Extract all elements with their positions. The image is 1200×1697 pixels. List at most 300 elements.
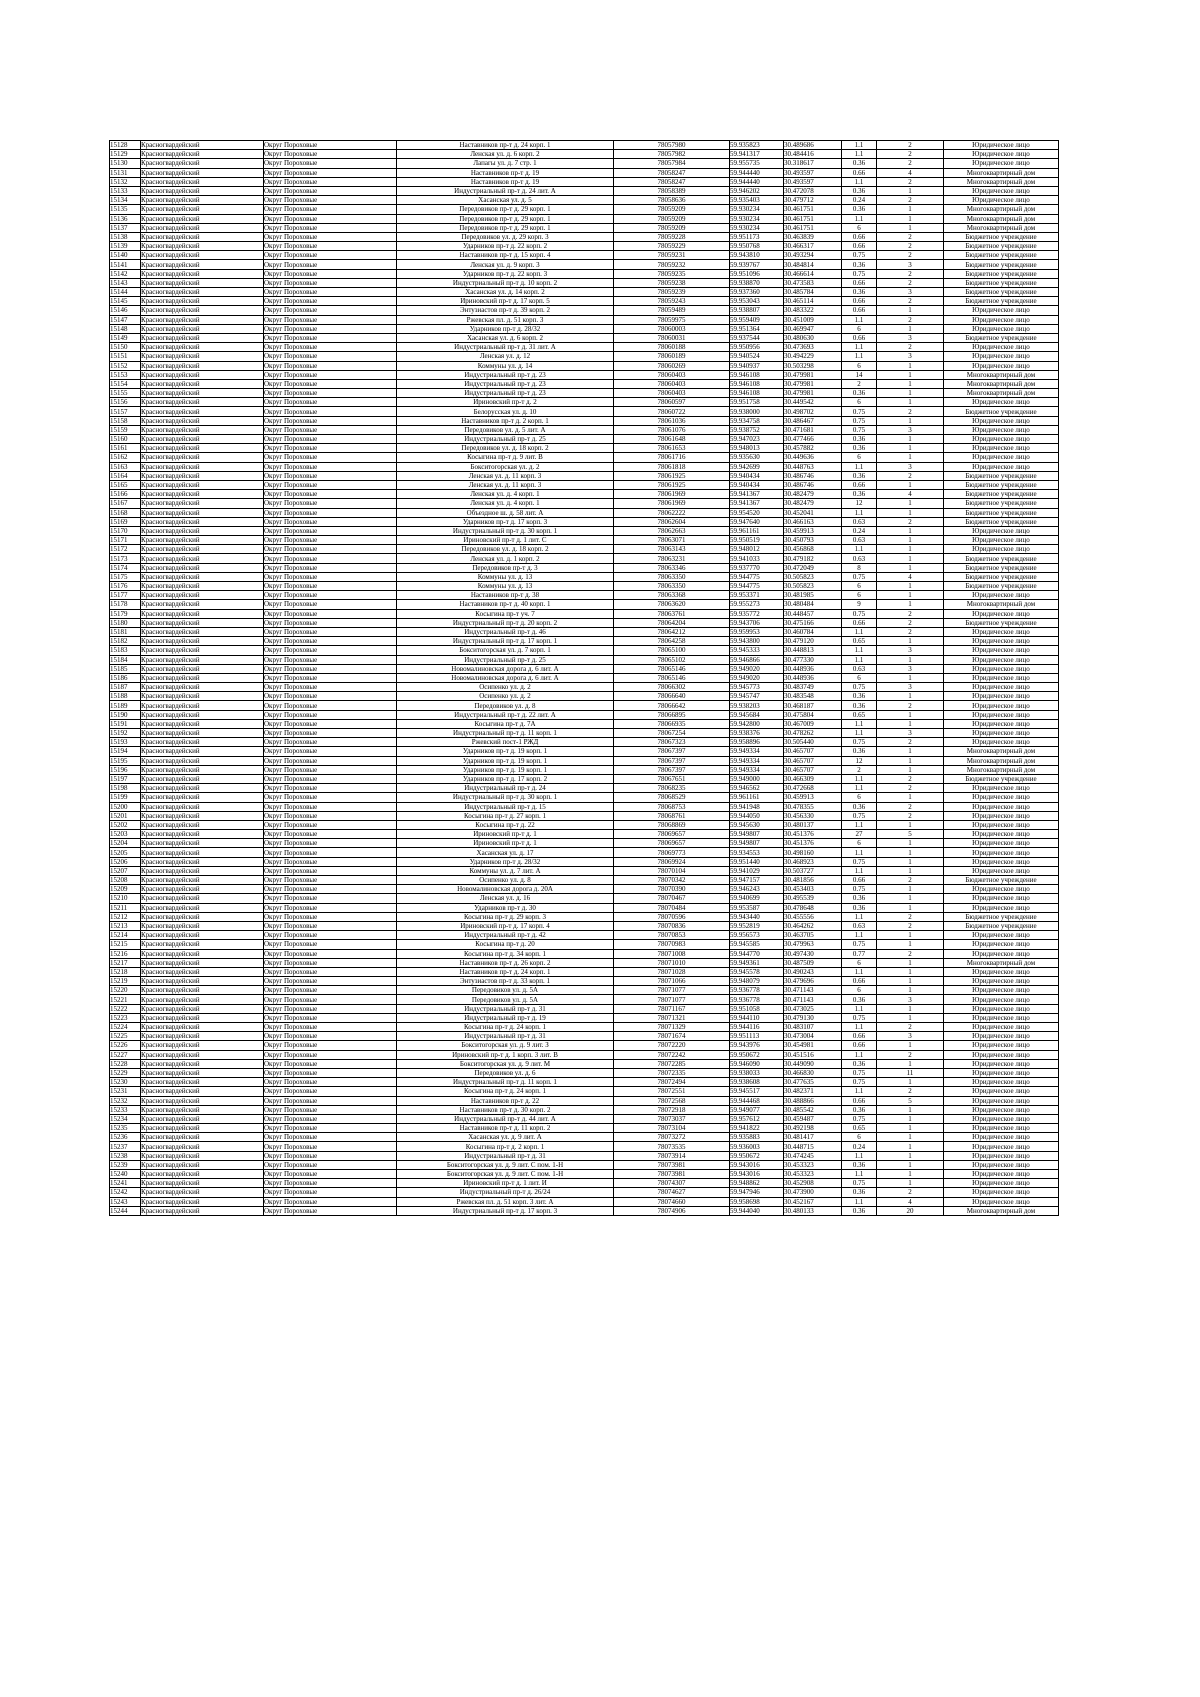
object-code-cell: 78072285 bbox=[614, 1059, 730, 1068]
table-row bbox=[110, 830, 1059, 839]
table-row bbox=[110, 435, 1059, 444]
owner-type-cell: Многоквартирный дом bbox=[944, 1206, 1059, 1215]
volume-cell: 0.36 bbox=[842, 260, 877, 269]
table-row bbox=[110, 278, 1059, 287]
count-cell: 2 bbox=[877, 159, 944, 168]
municipality-cell: Округ Пороховые bbox=[264, 673, 397, 682]
object-code-cell: 78068753 bbox=[614, 802, 730, 811]
volume-cell: 0.36 bbox=[842, 1206, 877, 1215]
municipality-cell: Округ Пороховые bbox=[264, 866, 397, 875]
table-row bbox=[110, 1068, 1059, 1077]
row-id: 15177 bbox=[110, 591, 141, 600]
volume-cell: 8 bbox=[842, 563, 877, 572]
count-cell: 1 bbox=[877, 866, 944, 875]
owner-type-cell: Многоквартирный дом bbox=[944, 747, 1059, 756]
latitude-cell: 59.941029 bbox=[730, 866, 784, 875]
table-row bbox=[110, 866, 1059, 875]
object-code-cell: 78059232 bbox=[614, 260, 730, 269]
district-cell: Красногвардейский bbox=[141, 1170, 264, 1179]
address-cell: Ириновский пр-т д. 17 корп. 5 bbox=[397, 297, 614, 306]
table-row bbox=[110, 297, 1059, 306]
municipality-cell: Округ Пороховые bbox=[264, 223, 397, 232]
object-code-cell: 78063350 bbox=[614, 572, 730, 581]
address-cell: Передовиков ул. д. 29 корп. 3 bbox=[397, 232, 614, 241]
object-code-cell: 78059975 bbox=[614, 315, 730, 324]
municipality-cell: Округ Пороховые bbox=[264, 453, 397, 462]
municipality-cell: Округ Пороховые bbox=[264, 242, 397, 251]
table-row bbox=[110, 1050, 1059, 1059]
object-code-cell: 78069924 bbox=[614, 857, 730, 866]
longitude-cell: 30.482479 bbox=[784, 499, 842, 508]
row-id: 15130 bbox=[110, 159, 141, 168]
municipality-cell: Округ Пороховые bbox=[264, 1160, 397, 1169]
row-id: 15147 bbox=[110, 315, 141, 324]
address-cell: Индустриальный пр-т д. 31 лит. А bbox=[397, 343, 614, 352]
object-code-cell: 78060403 bbox=[614, 370, 730, 379]
address-cell: Хасанская ул. д. 6 корп. 2 bbox=[397, 333, 614, 342]
row-id: 15156 bbox=[110, 398, 141, 407]
municipality-cell: Округ Пороховые bbox=[264, 572, 397, 581]
row-id: 15236 bbox=[110, 1133, 141, 1142]
count-cell: 1 bbox=[877, 673, 944, 682]
municipality-cell: Округ Пороховые bbox=[264, 830, 397, 839]
table-row bbox=[110, 269, 1059, 278]
district-cell: Красногвардейский bbox=[141, 673, 264, 682]
district-cell: Красногвардейский bbox=[141, 609, 264, 618]
municipality-cell: Округ Пороховые bbox=[264, 306, 397, 315]
volume-cell: 0.75 bbox=[842, 269, 877, 278]
address-cell: Индустриальный пр-т д. 22 лит. А bbox=[397, 710, 614, 719]
latitude-cell: 59.938870 bbox=[730, 278, 784, 287]
latitude-cell: 59.961161 bbox=[730, 526, 784, 535]
table-row bbox=[110, 554, 1059, 563]
longitude-cell: 30.456868 bbox=[784, 545, 842, 554]
volume-cell: 0.24 bbox=[842, 526, 877, 535]
latitude-cell: 59.958698 bbox=[730, 1197, 784, 1206]
longitude-cell: 30.482479 bbox=[784, 490, 842, 499]
municipality-cell: Округ Пороховые bbox=[264, 499, 397, 508]
row-id: 15214 bbox=[110, 931, 141, 940]
latitude-cell: 59.951173 bbox=[730, 232, 784, 241]
latitude-cell: 59.943976 bbox=[730, 1041, 784, 1050]
object-code-cell: 78063143 bbox=[614, 545, 730, 554]
object-code-cell: 78067397 bbox=[614, 747, 730, 756]
count-cell: 2 bbox=[877, 251, 944, 260]
owner-type-cell: Юридическое лицо bbox=[944, 186, 1059, 195]
row-id: 15166 bbox=[110, 490, 141, 499]
volume-cell: 14 bbox=[842, 370, 877, 379]
longitude-cell: 30.463839 bbox=[784, 232, 842, 241]
object-code-cell: 78065146 bbox=[614, 664, 730, 673]
latitude-cell: 59.959409 bbox=[730, 315, 784, 324]
district-cell: Красногвардейский bbox=[141, 1188, 264, 1197]
volume-cell: 1.1 bbox=[842, 967, 877, 976]
object-code-cell: 78067397 bbox=[614, 765, 730, 774]
longitude-cell: 30.503727 bbox=[784, 866, 842, 875]
district-cell: Красногвардейский bbox=[141, 1087, 264, 1096]
count-cell: 3 bbox=[877, 425, 944, 434]
object-code-cell: 78059229 bbox=[614, 242, 730, 251]
longitude-cell: 30.483749 bbox=[784, 683, 842, 692]
owner-type-cell: Бюджетное учреждение bbox=[944, 480, 1059, 489]
longitude-cell: 30.461751 bbox=[784, 223, 842, 232]
latitude-cell: 59.944775 bbox=[730, 572, 784, 581]
latitude-cell: 59.938376 bbox=[730, 729, 784, 738]
object-code-cell: 78072551 bbox=[614, 1087, 730, 1096]
object-code-cell: 78071077 bbox=[614, 986, 730, 995]
owner-type-cell: Юридическое лицо bbox=[944, 857, 1059, 866]
count-cell: 1 bbox=[877, 1133, 944, 1142]
table-row bbox=[110, 416, 1059, 425]
latitude-cell: 59.946202 bbox=[730, 186, 784, 195]
volume-cell: 0.24 bbox=[842, 1142, 877, 1151]
row-id: 15139 bbox=[110, 242, 141, 251]
district-cell: Красногвардейский bbox=[141, 967, 264, 976]
volume-cell: 6 bbox=[842, 1133, 877, 1142]
municipality-cell: Округ Пороховые bbox=[264, 1124, 397, 1133]
volume-cell: 0.65 bbox=[842, 637, 877, 646]
object-code-cell: 78060003 bbox=[614, 324, 730, 333]
count-cell: 4 bbox=[877, 572, 944, 581]
volume-cell: 6 bbox=[842, 793, 877, 802]
object-code-cell: 78072494 bbox=[614, 1078, 730, 1087]
count-cell: 1 bbox=[877, 205, 944, 214]
object-code-cell: 78072568 bbox=[614, 1096, 730, 1105]
municipality-cell: Округ Пороховые bbox=[264, 480, 397, 489]
address-cell: Наставников пр-т д. 22 bbox=[397, 1096, 614, 1105]
address-cell: Наставников пр-т д. 19 bbox=[397, 168, 614, 177]
latitude-cell: 59.950956 bbox=[730, 343, 784, 352]
row-id: 15170 bbox=[110, 526, 141, 535]
count-cell: 1 bbox=[877, 1013, 944, 1022]
count-cell: 2 bbox=[877, 517, 944, 526]
object-code-cell: 78073104 bbox=[614, 1124, 730, 1133]
row-id: 15230 bbox=[110, 1078, 141, 1087]
row-id: 15155 bbox=[110, 389, 141, 398]
count-cell: 1 bbox=[877, 1170, 944, 1179]
owner-type-cell: Юридическое лицо bbox=[944, 1013, 1059, 1022]
row-id: 15215 bbox=[110, 940, 141, 949]
volume-cell: 0.66 bbox=[842, 977, 877, 986]
municipality-cell: Округ Пороховые bbox=[264, 921, 397, 930]
district-cell: Красногвардейский bbox=[141, 655, 264, 664]
address-cell: Индустриальный пр-т д. 10 корп. 2 bbox=[397, 278, 614, 287]
volume-cell: 0.63 bbox=[842, 517, 877, 526]
count-cell: 1 bbox=[877, 499, 944, 508]
municipality-cell: Округ Пороховые bbox=[264, 876, 397, 885]
address-cell: Индустриальный пр-т д. 24 bbox=[397, 784, 614, 793]
municipality-cell: Округ Пороховые bbox=[264, 995, 397, 1004]
latitude-cell: 59.953371 bbox=[730, 591, 784, 600]
object-code-cell: 78059228 bbox=[614, 232, 730, 241]
district-cell: Красногвардейский bbox=[141, 1133, 264, 1142]
address-cell: Передовиков ул. д. 8 bbox=[397, 701, 614, 710]
volume-cell: 0.65 bbox=[842, 710, 877, 719]
district-cell: Красногвардейский bbox=[141, 407, 264, 416]
address-cell: Ленская ул. д. 4 корп. 1 bbox=[397, 490, 614, 499]
address-cell: Косыгина пр-т д. 7А bbox=[397, 719, 614, 728]
count-cell: 2 bbox=[877, 150, 944, 159]
district-cell: Красногвардейский bbox=[141, 526, 264, 535]
address-cell: Ленская ул. д. 9 корп. 3 bbox=[397, 260, 614, 269]
latitude-cell: 59.947946 bbox=[730, 1188, 784, 1197]
municipality-cell: Округ Пороховые bbox=[264, 1068, 397, 1077]
district-cell: Красногвардейский bbox=[141, 857, 264, 866]
object-code-cell: 78061969 bbox=[614, 490, 730, 499]
volume-cell: 0.66 bbox=[842, 306, 877, 315]
owner-type-cell: Бюджетное учреждение bbox=[944, 471, 1059, 480]
object-code-cell: 78071077 bbox=[614, 995, 730, 1004]
district-cell: Красногвардейский bbox=[141, 141, 264, 150]
object-code-cell: 78064204 bbox=[614, 618, 730, 627]
table-row bbox=[110, 536, 1059, 545]
municipality-cell: Округ Пороховые bbox=[264, 361, 397, 370]
latitude-cell: 59.951440 bbox=[730, 857, 784, 866]
volume-cell: 0.36 bbox=[842, 692, 877, 701]
owner-type-cell: Юридическое лицо bbox=[944, 1188, 1059, 1197]
table-row bbox=[110, 1170, 1059, 1179]
municipality-cell: Округ Пороховые bbox=[264, 490, 397, 499]
latitude-cell: 59.950672 bbox=[730, 1151, 784, 1160]
district-cell: Красногвардейский bbox=[141, 784, 264, 793]
latitude-cell: 59.937360 bbox=[730, 288, 784, 297]
district-cell: Красногвардейский bbox=[141, 618, 264, 627]
volume-cell: 6 bbox=[842, 591, 877, 600]
object-code-cell: 78072918 bbox=[614, 1105, 730, 1114]
longitude-cell: 30.479981 bbox=[784, 379, 842, 388]
latitude-cell: 59.935630 bbox=[730, 453, 784, 462]
district-cell: Красногвардейский bbox=[141, 811, 264, 820]
municipality-cell: Округ Пороховые bbox=[264, 710, 397, 719]
volume-cell: 0.36 bbox=[842, 995, 877, 1004]
object-code-cell: 78057984 bbox=[614, 159, 730, 168]
district-cell: Красногвардейский bbox=[141, 1078, 264, 1087]
row-id: 15132 bbox=[110, 177, 141, 186]
volume-cell: 0.24 bbox=[842, 196, 877, 205]
volume-cell: 0.66 bbox=[842, 876, 877, 885]
table-row bbox=[110, 683, 1059, 692]
row-id: 15205 bbox=[110, 848, 141, 857]
table-row bbox=[110, 958, 1059, 967]
latitude-cell: 59.930234 bbox=[730, 223, 784, 232]
volume-cell: 1.1 bbox=[842, 655, 877, 664]
address-cell: Косыгина пр-т д. 2 корп. 1 bbox=[397, 1142, 614, 1151]
row-id: 15211 bbox=[110, 903, 141, 912]
municipality-cell: Округ Пороховые bbox=[264, 940, 397, 949]
latitude-cell: 59.947640 bbox=[730, 517, 784, 526]
address-cell: Индустриальный пр-т д. 25 bbox=[397, 435, 614, 444]
row-id: 15199 bbox=[110, 793, 141, 802]
longitude-cell: 30.453323 bbox=[784, 1170, 842, 1179]
address-cell: Индустриальный пр-т д. 26/24 bbox=[397, 1188, 614, 1197]
count-cell: 1 bbox=[877, 306, 944, 315]
owner-type-cell: Многоквартирный дом bbox=[944, 756, 1059, 765]
longitude-cell: 30.475166 bbox=[784, 618, 842, 627]
address-cell: Ударников пр-т д. 19 корп. 1 bbox=[397, 756, 614, 765]
row-id: 15244 bbox=[110, 1206, 141, 1215]
owner-type-cell: Многоквартирный дом bbox=[944, 168, 1059, 177]
object-code-cell: 78057980 bbox=[614, 141, 730, 150]
table-row bbox=[110, 1114, 1059, 1123]
table-row bbox=[110, 242, 1059, 251]
count-cell: 2 bbox=[877, 701, 944, 710]
address-cell: Коммуны ул. д. 7 лит. А bbox=[397, 866, 614, 875]
longitude-cell: 30.463705 bbox=[784, 931, 842, 940]
count-cell: 1 bbox=[877, 508, 944, 517]
count-cell: 3 bbox=[877, 288, 944, 297]
latitude-cell: 59.935403 bbox=[730, 196, 784, 205]
owner-type-cell: Юридическое лицо bbox=[944, 1179, 1059, 1188]
count-cell: 1 bbox=[877, 940, 944, 949]
address-cell: Передовиков ул. д. 18 корп. 2 bbox=[397, 444, 614, 453]
row-id: 15210 bbox=[110, 894, 141, 903]
address-cell: Передовиков ул. д. 5А bbox=[397, 986, 614, 995]
district-cell: Красногвардейский bbox=[141, 269, 264, 278]
table-row bbox=[110, 876, 1059, 885]
owner-type-cell: Юридическое лицо bbox=[944, 536, 1059, 545]
municipality-cell: Округ Пороховые bbox=[264, 159, 397, 168]
address-cell: Индустриальный пр-т д. 20 корп. 2 bbox=[397, 618, 614, 627]
object-code-cell: 78060031 bbox=[614, 333, 730, 342]
count-cell: 1 bbox=[877, 545, 944, 554]
row-id: 15142 bbox=[110, 269, 141, 278]
table-row bbox=[110, 673, 1059, 682]
volume-cell: 0.75 bbox=[842, 251, 877, 260]
count-cell: 1 bbox=[877, 526, 944, 535]
district-cell: Красногвардейский bbox=[141, 1068, 264, 1077]
municipality-cell: Округ Пороховые bbox=[264, 894, 397, 903]
longitude-cell: 30.465114 bbox=[784, 297, 842, 306]
district-cell: Красногвардейский bbox=[141, 802, 264, 811]
longitude-cell: 30.477330 bbox=[784, 655, 842, 664]
count-cell: 1 bbox=[877, 1151, 944, 1160]
volume-cell: 1.1 bbox=[842, 1087, 877, 1096]
volume-cell: 1.1 bbox=[842, 315, 877, 324]
district-cell: Красногвардейский bbox=[141, 545, 264, 554]
count-cell: 1 bbox=[877, 1041, 944, 1050]
table-row bbox=[110, 251, 1059, 260]
volume-cell: 6 bbox=[842, 398, 877, 407]
volume-cell: 0.66 bbox=[842, 232, 877, 241]
object-code-cell: 78070596 bbox=[614, 912, 730, 921]
latitude-cell: 59.936778 bbox=[730, 986, 784, 995]
longitude-cell: 30.451376 bbox=[784, 830, 842, 839]
district-cell: Красногвардейский bbox=[141, 683, 264, 692]
owner-type-cell: Юридическое лицо bbox=[944, 1078, 1059, 1087]
count-cell: 1 bbox=[877, 903, 944, 912]
count-cell: 1 bbox=[877, 756, 944, 765]
address-cell: Передовиков ул. д. 5 лит. А bbox=[397, 425, 614, 434]
longitude-cell: 30.483107 bbox=[784, 1023, 842, 1032]
row-id: 15219 bbox=[110, 977, 141, 986]
address-cell: Ленская ул. д. 11 корп. 3 bbox=[397, 480, 614, 489]
longitude-cell: 30.466317 bbox=[784, 242, 842, 251]
row-id: 15212 bbox=[110, 912, 141, 921]
district-cell: Красногвардейский bbox=[141, 710, 264, 719]
district-cell: Красногвардейский bbox=[141, 1114, 264, 1123]
object-code-cell: 78071329 bbox=[614, 1023, 730, 1032]
latitude-cell: 59.955735 bbox=[730, 159, 784, 168]
row-id: 15160 bbox=[110, 435, 141, 444]
owner-type-cell: Юридическое лицо bbox=[944, 306, 1059, 315]
count-cell: 1 bbox=[877, 536, 944, 545]
object-code-cell: 78070853 bbox=[614, 931, 730, 940]
longitude-cell: 30.486746 bbox=[784, 471, 842, 480]
owner-type-cell: Юридическое лицо bbox=[944, 1096, 1059, 1105]
count-cell: 2 bbox=[877, 232, 944, 241]
table-row bbox=[110, 177, 1059, 186]
object-code-cell: 78063761 bbox=[614, 609, 730, 618]
count-cell: 1 bbox=[877, 444, 944, 453]
district-cell: Красногвардейский bbox=[141, 738, 264, 747]
address-cell: Индустриальный пр-т д. 46 bbox=[397, 627, 614, 636]
row-id: 15209 bbox=[110, 885, 141, 894]
volume-cell: 0.66 bbox=[842, 168, 877, 177]
address-cell: Индустриальный пр-т д. 31 bbox=[397, 1032, 614, 1041]
owner-type-cell: Юридическое лицо bbox=[944, 435, 1059, 444]
row-id: 15189 bbox=[110, 701, 141, 710]
municipality-cell: Округ Пороховые bbox=[264, 1087, 397, 1096]
district-cell: Красногвардейский bbox=[141, 793, 264, 802]
table-row bbox=[110, 921, 1059, 930]
table-row bbox=[110, 1197, 1059, 1206]
latitude-cell: 59.946562 bbox=[730, 784, 784, 793]
district-cell: Красногвардейский bbox=[141, 370, 264, 379]
owner-type-cell: Юридическое лицо bbox=[944, 664, 1059, 673]
owner-type-cell: Многоквартирный дом bbox=[944, 214, 1059, 223]
district-cell: Красногвардейский bbox=[141, 719, 264, 728]
table-row bbox=[110, 324, 1059, 333]
longitude-cell: 30.495539 bbox=[784, 894, 842, 903]
latitude-cell: 59.954520 bbox=[730, 508, 784, 517]
owner-type-cell: Бюджетное учреждение bbox=[944, 508, 1059, 517]
count-cell: 1 bbox=[877, 894, 944, 903]
district-cell: Красногвардейский bbox=[141, 324, 264, 333]
district-cell: Красногвардейский bbox=[141, 554, 264, 563]
longitude-cell: 30.477635 bbox=[784, 1078, 842, 1087]
municipality-cell: Округ Пороховые bbox=[264, 820, 397, 829]
row-id: 15154 bbox=[110, 379, 141, 388]
count-cell: 5 bbox=[877, 830, 944, 839]
longitude-cell: 30.477466 bbox=[784, 435, 842, 444]
address-cell: Бокситогорская ул. д. 9 лит. З bbox=[397, 1041, 614, 1050]
object-code-cell: 78063350 bbox=[614, 582, 730, 591]
municipality-cell: Округ Пороховые bbox=[264, 903, 397, 912]
row-id: 15194 bbox=[110, 747, 141, 756]
object-code-cell: 78066642 bbox=[614, 701, 730, 710]
latitude-cell: 59.948012 bbox=[730, 545, 784, 554]
longitude-cell: 30.479130 bbox=[784, 1013, 842, 1022]
district-cell: Красногвардейский bbox=[141, 701, 264, 710]
address-cell: Коммуны ул. д. 13 bbox=[397, 582, 614, 591]
object-code-cell: 78062604 bbox=[614, 517, 730, 526]
row-id: 15153 bbox=[110, 370, 141, 379]
latitude-cell: 59.946108 bbox=[730, 370, 784, 379]
count-cell: 3 bbox=[877, 1032, 944, 1041]
address-cell: Наставников пр-т д. 19 bbox=[397, 177, 614, 186]
municipality-cell: Округ Пороховые bbox=[264, 278, 397, 287]
latitude-cell: 59.940434 bbox=[730, 480, 784, 489]
count-cell: 1 bbox=[877, 398, 944, 407]
address-cell: Косыгина пр-т д. 34 корп. 1 bbox=[397, 949, 614, 958]
object-code-cell: 78059209 bbox=[614, 205, 730, 214]
volume-cell: 6 bbox=[842, 453, 877, 462]
district-cell: Красногвардейский bbox=[141, 600, 264, 609]
longitude-cell: 30.451516 bbox=[784, 1050, 842, 1059]
longitude-cell: 30.448936 bbox=[784, 673, 842, 682]
volume-cell: 1.1 bbox=[842, 141, 877, 150]
row-id: 15217 bbox=[110, 958, 141, 967]
